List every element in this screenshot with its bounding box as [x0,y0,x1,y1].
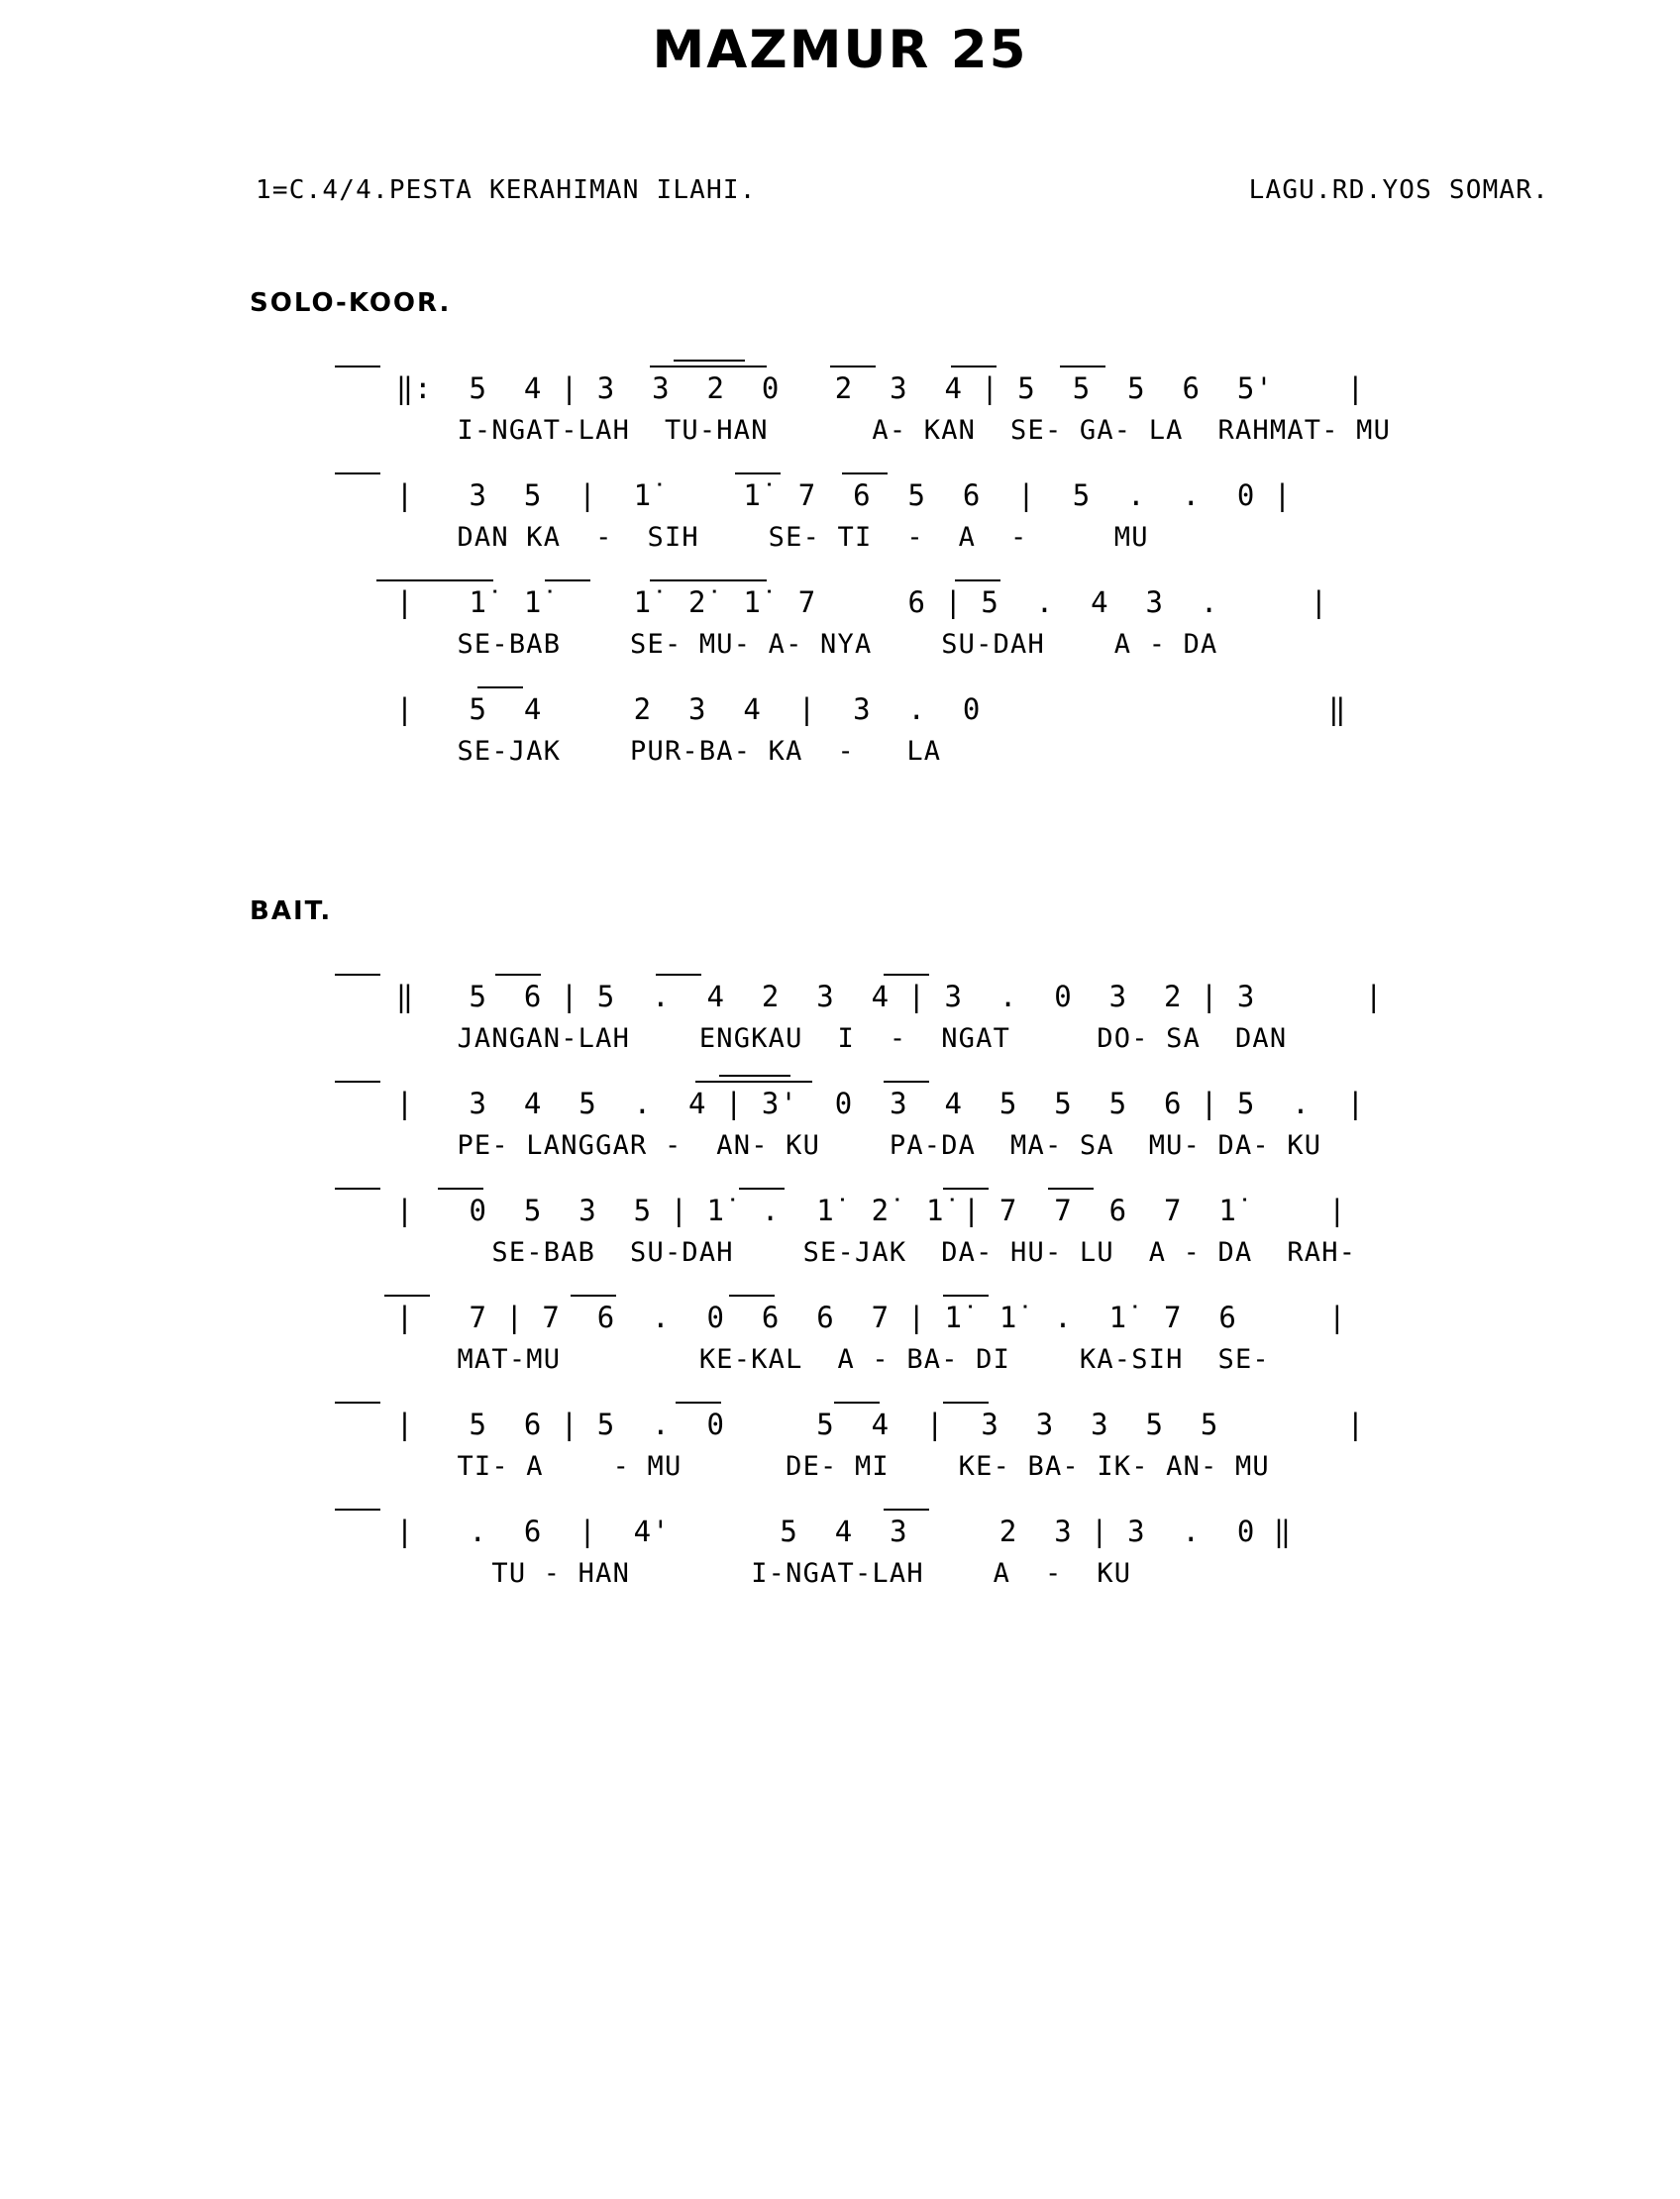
lyric-text: MAT-MU KE-KAL A - BA- DI KA-SIH SE- [387,1344,1270,1375]
beam-mark [695,1081,812,1083]
note-row [250,684,1680,730]
lyric-text: PE- LANGGAR - AN- KU PA-DA MA- SA MU- DA- KU [387,1130,1322,1161]
beam-mark [477,686,523,688]
beam-mark [335,1402,380,1404]
note-text: | 0 5 3 5 | 1̇ . 1̇ 2̇ 1̇ | 7 7 6 7 1̇ | [395,1194,1347,1227]
music-line [250,1186,1680,1293]
note-text: | . 6 | 4' 5 4 3 2 3 | 3 . 0 ‖ [395,1515,1293,1548]
note-row [250,1507,1680,1552]
music-line [250,972,1680,1079]
note-row [250,1079,1680,1124]
music-line [250,684,1680,791]
beam-mark [834,1402,880,1404]
beam-mark [955,579,1000,581]
music-line [250,1507,1680,1614]
beam-mark [376,579,493,581]
note-row [250,471,1680,516]
beam-mark [545,579,590,581]
beam-mark [674,360,745,362]
sheet-music-page [0,20,1680,2199]
beam-mark [335,1081,380,1083]
beam-mark [650,579,767,581]
music-line [250,471,1680,577]
lyric-text: TU - HAN I-NGAT-LAH A - KU [387,1558,1132,1589]
beam-mark [495,974,541,976]
beam-mark [719,1075,790,1077]
note-text: | 5 6 | 5 . 0 5 4 | 3 3 3 5 5 | [395,1408,1366,1441]
note-text: ‖: 5 4 | 3 3 2 0 2 3 4 | 5 5 5 6 5' | [395,371,1366,405]
beam-mark [438,1188,483,1190]
lyric-row [250,736,1680,828]
beam-mark [943,1402,989,1404]
lyric-text: DAN KA - SIH SE- TI - A - MU [387,522,1149,553]
lyric-row [250,1558,1680,1650]
key-meta: 1=C.4/4.PESTA KERAHIMAN ILAHI. [256,175,757,205]
beam-mark [884,1081,929,1083]
beam-mark [951,366,997,367]
beam-mark [943,1188,989,1190]
page-title: MAZMUR 25 [652,20,1028,80]
beam-mark [335,1509,380,1511]
beam-mark [335,472,380,474]
note-text: | 3 4 5 . 4 | 3' 0 3 4 5 5 5 6 | 5 . | [395,1087,1366,1120]
lyric-text: JANGAN-LAH ENGKAU I - NGAT DO- SA DAN [387,1023,1288,1054]
beam-mark [735,472,781,474]
staff-solo-koor [0,364,1680,791]
note-text: | 7 | 7 6 . 0 6 6 7 | 1̇ 1̇ . 1̇ 7 6 | [395,1301,1347,1334]
beam-mark [335,1188,380,1190]
music-line [250,577,1680,684]
beam-mark [650,366,767,367]
meta-row [0,175,1680,205]
beam-mark [884,974,929,976]
section-label-solo-koor: SOLO-KOOR. [250,288,452,318]
note-row [250,972,1680,1017]
staff-bait [0,972,1680,1614]
lyric-text: SE-BAB SE- MU- A- NYA SU-DAH A - DA [387,629,1218,660]
note-row [250,364,1680,409]
beam-mark [335,974,380,976]
note-text: | 1̇ 1̇ 1̇ 2̇ 1̇ 7 6 | 5 . 4 3 . | [395,585,1329,619]
lyric-text: I-NGAT-LAH TU-HAN A- KAN SE- GA- LA RAHMAT- MU [387,415,1392,446]
beam-mark [676,1402,721,1404]
note-row [250,1186,1680,1231]
beam-mark [729,1295,775,1297]
beam-mark [1060,366,1105,367]
beam-mark [739,1188,785,1190]
beam-mark [830,366,876,367]
beam-mark [571,1295,616,1297]
music-line [250,1079,1680,1186]
lyric-text: TI- A - MU DE- MI KE- BA- IK- AN- MU [387,1451,1270,1482]
section-label-bait: BAIT. [250,896,333,926]
composer-meta: LAGU.RD.YOS SOMAR. [1248,175,1549,205]
beam-mark [656,974,701,976]
music-line [250,364,1680,471]
note-row [250,1400,1680,1445]
beam-mark [335,366,380,367]
note-text: | 5 4 2 3 4 | 3 . 0 ‖ [395,692,1347,726]
beam-mark [1048,1188,1094,1190]
beam-mark [384,1295,430,1297]
lyric-text: SE-JAK PUR-BA- KA - LA [387,736,942,767]
note-text: ‖ 5 6 | 5 . 4 2 3 4 | 3 . 0 3 2 | 3 | [395,980,1384,1013]
lyric-text: SE-BAB SU-DAH SE-JAK DA- HU- LU A - DA RAH- [387,1237,1357,1268]
music-line [250,1400,1680,1507]
beam-mark [943,1295,989,1297]
beam-mark [842,472,888,474]
note-row [250,1293,1680,1338]
music-line [250,1293,1680,1400]
note-text: | 3 5 | 1̇ 1̇ 7 6 5 6 | 5 . . 0 | [395,478,1293,512]
beam-mark [884,1509,929,1511]
note-row [250,577,1680,623]
